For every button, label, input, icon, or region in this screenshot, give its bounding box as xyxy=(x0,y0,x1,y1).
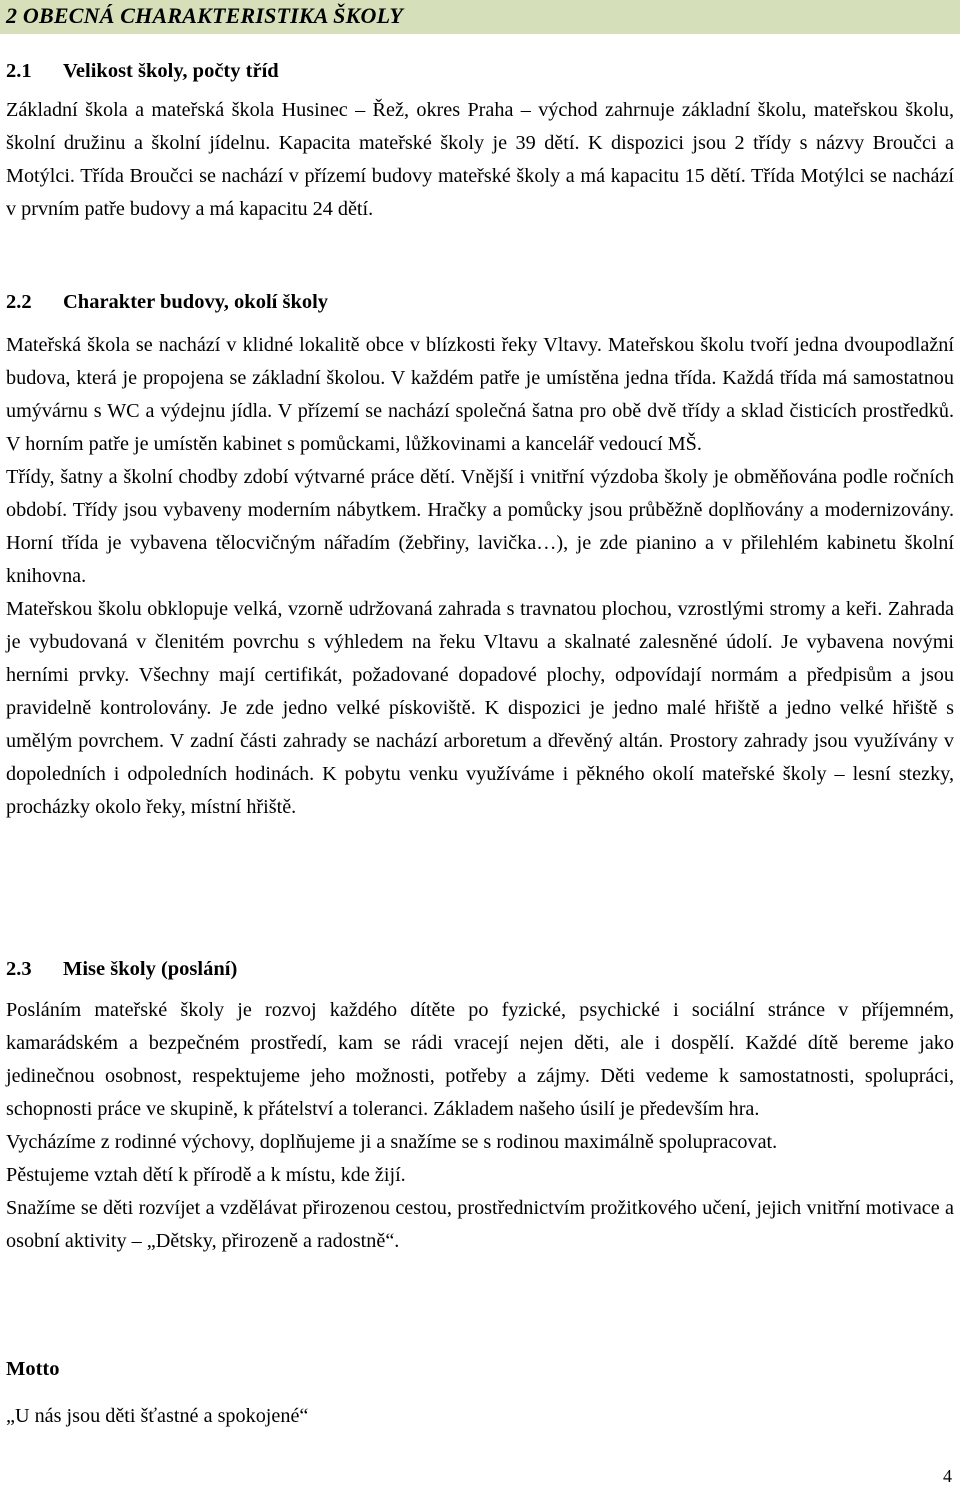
paragraph: Posláním mateřské školy je rozvoj každého dítěte po fyzické, psychické i sociální stránce v příjemném, kamarádském a bezpečném prostředí, kam se rádi vracejí nejen děti, ale i dospělí. Každé dítě bereme jako jedinečnou osobnost, respektujeme jeho možnosti, potřeby a zájmy. Děti vedeme k samostatnosti, spolupráci, schopnosti práce ve skupině, k přátelství a toleranci. Základem našeho úsilí je především hra. xyxy=(6,999,954,1120)
paragraph: Vycházíme z rodinné výchovy, doplňujeme ji a snažíme se s rodinou maximálně spolupracovat. xyxy=(6,1131,778,1153)
paragraph: Třídy, šatny a školní chodby zdobí výtvarné práce dětí. Vnější i vnitřní výzdoba školy je obměňována podle ročních období. Třídy jsou vybaveny moderním nábytkem. Hračky a pomůcky jsou průběžně doplňovány a modernizovány. Horní třída je vybavena tělocvičným nářadím (žebřiny, lavička…), je zde pianino a v přilehlém kabinetu školní knihovna. xyxy=(6,466,954,587)
section-title: Velikost školy, počty tříd xyxy=(63,60,279,82)
chapter-title: 2 OBECNÁ CHARAKTERISTIKA ŠKOLY xyxy=(6,3,404,28)
motto-text: „U nás jsou děti šťastné a spokojené“ xyxy=(6,1405,309,1427)
paragraph: Základní škola a mateřská škola Husinec – Řež, okres Praha – východ zahrnuje základní školu, mateřskou školu, školní družinu a školní jídelnu. Kapacita mateřské školy je 39 dětí. K dispozici jsou 2 třídy s názvy Broučci a Motýlci. Třída Broučci se nachází v přízemí budovy mateřské školy a má kapacitu 15 dětí. Třída Motýlci se nachází v prvním patře budovy a má kapacitu 24 dětí. xyxy=(6,99,954,220)
paragraph: Pěstujeme vztah dětí k přírodě a k místu, kde žijí. xyxy=(6,1164,406,1186)
section-2-3-body xyxy=(6,994,954,1258)
section-2-3-heading xyxy=(6,956,237,982)
section-number: 2.1 xyxy=(6,60,32,82)
section-number: 2.3 xyxy=(6,958,32,980)
section-2-1-body xyxy=(6,94,954,226)
section-title: Mise školy (poslání) xyxy=(63,958,238,980)
section-number: 2.2 xyxy=(6,291,32,313)
section-2-2-body xyxy=(6,329,954,824)
page-number: 4 xyxy=(943,1466,952,1486)
motto-heading: Motto xyxy=(6,1358,60,1380)
section-2-1-heading xyxy=(6,58,279,84)
paragraph: Mateřská škola se nachází v klidné lokalitě obce v blízkosti řeky Vltavy. Mateřskou školu tvoří jedna dvoupodlažní budova, která je propojena se základní školou. V každém patře je umístěna jedna třída. Každá třída má samostatnou umývárnu s WC a výdejnu jídla. V přízemí se nachází společná šatna pro obě dvě třídy a sklad čisticích prostředků. V horním patře je umístěn kabinet s pomůckami, lůžkovinami a kancelář vedoucí MŠ. xyxy=(6,334,954,455)
paragraph: Snažíme se děti rozvíjet a vzdělávat přirozenou cestou, prostřednictvím prožitkového učení, jejich vnitřní motivace a osobní aktivity – „Dětsky, přirozeně a radostně“. xyxy=(6,1197,954,1252)
paragraph: Mateřskou školu obklopuje velká, vzorně udržovaná zahrada s travnatou plochou, vzrostlými stromy a keři. Zahrada je vybudovaná v členitém povrchu s výhledem na řeku Vltavu a skalnaté zalesněné údolí. Je vybavena novými herními prvky. Všechny mají certifikát, požadované dopadové plochy, odpovídají normám a předpisům a jsou pravidelně kontrolovány. Je zde jedno velké pískoviště. K dispozici je jedno malé hřiště a jedno velké hřiště s umělým povrchem. V zadní části zahrady se nachází arboretum a dřevěný altán. Prostory zahrady jsou využívány v dopoledních i odpoledních hodinách. K pobytu venku využíváme i pěkného okolí mateřské školy – lesní stezky, procházky okolo řeky, místní hřiště. xyxy=(6,598,954,818)
section-2-2-heading xyxy=(6,289,328,315)
section-title: Charakter budovy, okolí školy xyxy=(63,291,329,313)
